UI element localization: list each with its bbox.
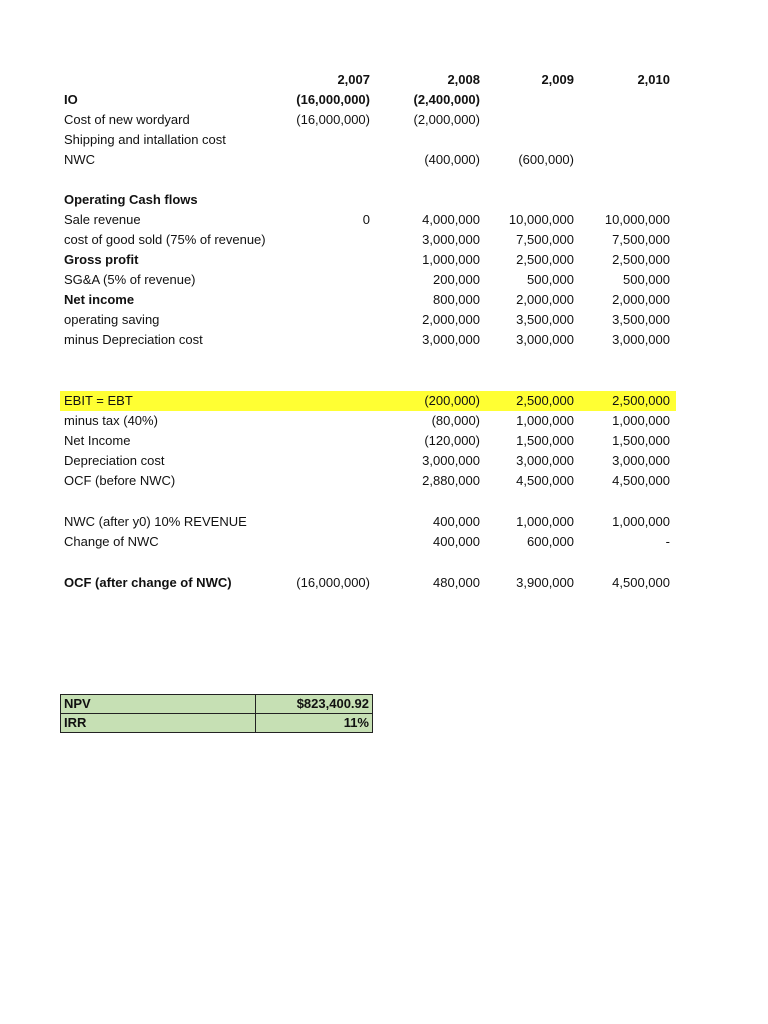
row-label[interactable]: Shipping and intallation cost (64, 132, 226, 147)
cell[interactable]: 7,500,000 (612, 232, 670, 247)
row-ebit (60, 391, 676, 411)
row-shipping-cost (60, 130, 676, 150)
row-net-income-after-tax (60, 431, 676, 451)
section-operating-cash-flows (60, 190, 676, 210)
cell[interactable]: 3,500,000 (612, 312, 670, 327)
cell[interactable]: 1,000,000 (612, 514, 670, 529)
row-label[interactable]: minus Depreciation cost (64, 332, 203, 347)
section-title[interactable]: Operating Cash flows (64, 192, 198, 207)
cell[interactable]: 1,000,000 (612, 413, 670, 428)
cell[interactable]: 500,000 (623, 272, 670, 287)
cell[interactable]: (2,400,000) (413, 92, 480, 107)
row-label[interactable]: Change of NWC (64, 534, 159, 549)
row-net-income (60, 290, 676, 310)
row-label[interactable]: IO (64, 92, 78, 107)
row-depreciation-cost (60, 451, 676, 471)
cell[interactable]: 3,000,000 (422, 332, 480, 347)
row-label[interactable]: Sale revenue (64, 212, 141, 227)
cell[interactable]: 2,880,000 (422, 473, 480, 488)
year-header-row (60, 70, 676, 90)
cell[interactable]: - (665, 534, 670, 549)
cell[interactable]: 3,000,000 (422, 232, 480, 247)
cell[interactable]: 10,000,000 (604, 212, 670, 227)
row-nwc-after (60, 512, 676, 532)
row-label[interactable]: operating saving (64, 312, 160, 327)
cell[interactable]: (2,000,000) (413, 112, 480, 127)
cell[interactable]: (80,000) (431, 413, 480, 428)
row-label[interactable]: EBIT = EBT (64, 393, 133, 408)
cell[interactable]: 1,000,000 (516, 514, 574, 529)
cell[interactable]: 500,000 (527, 272, 574, 287)
row-label[interactable]: OCF (after change of NWC) (64, 575, 232, 590)
cell[interactable]: 2,500,000 (612, 252, 670, 267)
cell[interactable]: (400,000) (424, 152, 480, 167)
row-cost-new-wordyard (60, 110, 676, 130)
year-2008[interactable]: 2,008 (447, 72, 480, 87)
cell[interactable]: 0 (362, 212, 370, 227)
row-label[interactable]: Net income (64, 292, 135, 307)
row-minus-depreciation (60, 330, 676, 350)
cell[interactable]: 3,000,000 (516, 332, 574, 347)
cell[interactable]: (200,000) (424, 393, 480, 408)
cell[interactable]: 4,500,000 (612, 575, 670, 590)
row-label[interactable]: Gross profit (64, 252, 139, 267)
cell[interactable]: 200,000 (433, 272, 480, 287)
row-label[interactable]: OCF (before NWC) (64, 473, 176, 488)
row-operating-saving (60, 310, 676, 330)
irr-value[interactable]: 11% (256, 714, 373, 733)
cell[interactable]: 600,000 (527, 534, 574, 549)
cell[interactable]: 1,000,000 (516, 413, 574, 428)
cell[interactable]: 3,000,000 (422, 453, 480, 468)
cell[interactable]: 480,000 (433, 575, 480, 590)
row-label[interactable]: NWC (64, 152, 96, 167)
row-cogs (60, 230, 676, 250)
year-2010[interactable]: 2,010 (637, 72, 670, 87)
year-2007[interactable]: 2,007 (337, 72, 370, 87)
cell[interactable]: (16,000,000) (296, 112, 370, 127)
cell[interactable]: 7,500,000 (516, 232, 574, 247)
npv-irr-summary (60, 694, 373, 733)
cell[interactable]: 4,000,000 (422, 212, 480, 227)
cell[interactable]: 2,500,000 (516, 252, 574, 267)
row-sale-revenue (60, 210, 676, 230)
row-label[interactable]: Depreciation cost (64, 453, 165, 468)
cell[interactable]: 1,500,000 (612, 433, 670, 448)
cell[interactable]: (120,000) (424, 433, 480, 448)
cell[interactable]: 2,000,000 (612, 292, 670, 307)
cell[interactable]: 400,000 (433, 534, 480, 549)
cell[interactable]: 3,500,000 (516, 312, 574, 327)
cell[interactable]: 2,500,000 (516, 393, 574, 408)
cell[interactable]: 1,000,000 (422, 252, 480, 267)
cell[interactable]: 1,500,000 (516, 433, 574, 448)
row-ocf-after-nwc (60, 573, 676, 593)
irr-label[interactable]: IRR (61, 714, 256, 733)
cell[interactable]: 4,500,000 (516, 473, 574, 488)
cell[interactable]: 2,500,000 (612, 393, 670, 408)
row-label[interactable]: SG&A (5% of revenue) (64, 272, 196, 287)
summary-row-irr (61, 714, 373, 733)
cell[interactable]: 4,500,000 (612, 473, 670, 488)
row-io (60, 90, 676, 110)
row-minus-tax (60, 411, 676, 431)
cell[interactable]: 2,000,000 (516, 292, 574, 307)
cell[interactable]: 800,000 (433, 292, 480, 307)
cell[interactable]: 400,000 (433, 514, 480, 529)
cell[interactable]: (16,000,000) (296, 92, 370, 107)
row-gross-profit (60, 250, 676, 270)
cell[interactable]: (600,000) (518, 152, 574, 167)
cell[interactable]: 3,900,000 (516, 575, 574, 590)
row-label[interactable]: Cost of new wordyard (64, 112, 190, 127)
npv-label[interactable]: NPV (61, 695, 256, 714)
row-label[interactable]: Net Income (64, 433, 131, 448)
row-change-nwc (60, 532, 676, 552)
row-nwc (60, 150, 676, 170)
cell[interactable]: 2,000,000 (422, 312, 480, 327)
cell[interactable]: 3,000,000 (612, 453, 670, 468)
npv-value[interactable]: $823,400.92 (256, 695, 373, 714)
summary-row-npv (61, 695, 373, 714)
cell[interactable]: (16,000,000) (296, 575, 370, 590)
row-sga (60, 270, 676, 290)
row-label[interactable]: cost of good sold (75% of revenue) (64, 232, 266, 247)
cell[interactable]: 3,000,000 (516, 453, 574, 468)
row-label[interactable]: minus tax (40%) (64, 413, 158, 428)
year-2009[interactable]: 2,009 (541, 72, 574, 87)
row-label[interactable]: NWC (after y0) 10% REVENUE (64, 514, 247, 529)
row-ocf-before-nwc (60, 471, 676, 491)
cell[interactable]: 3,000,000 (612, 332, 670, 347)
cell[interactable]: 10,000,000 (508, 212, 574, 227)
